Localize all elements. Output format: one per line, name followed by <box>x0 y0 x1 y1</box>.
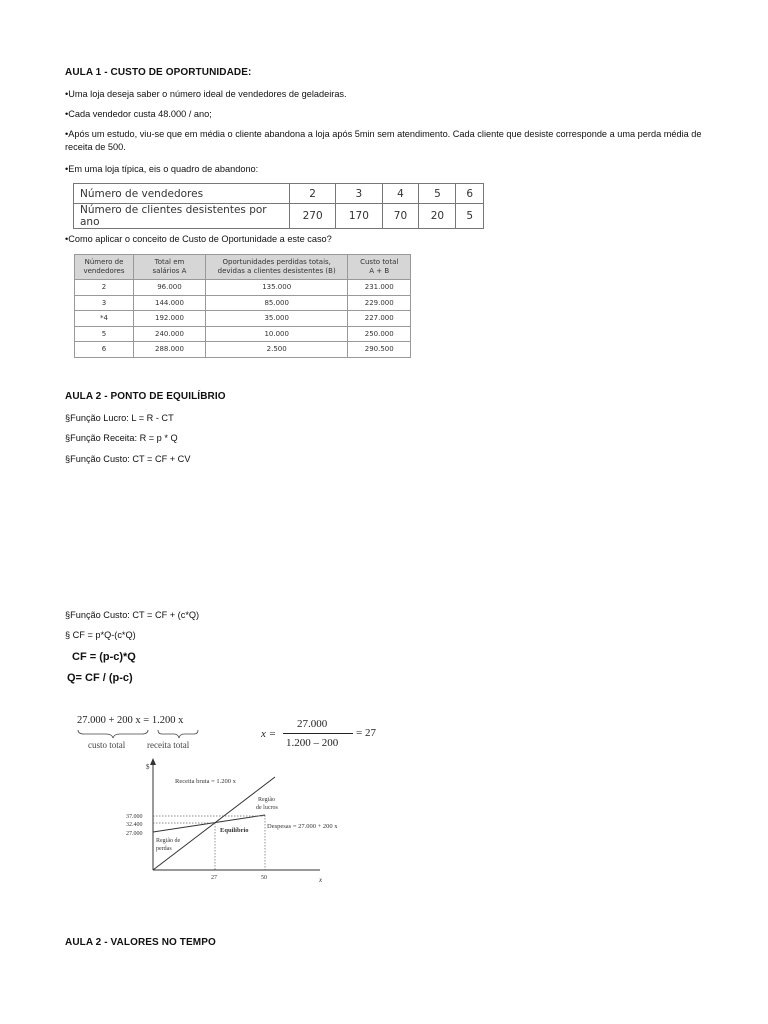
y-axis-arrow <box>150 758 156 765</box>
bullet-4: •Em uma loja típica, eis o quadro de abandono: <box>65 164 259 174</box>
equilibrium-label: Equilíbrio <box>220 827 249 834</box>
table-cell: 20 <box>419 204 456 229</box>
table-cell: 240.000 <box>134 326 206 342</box>
table-cell: 227.000 <box>348 311 411 327</box>
bullet-3-cont: receita de 500. <box>65 142 126 152</box>
table-row <box>75 295 411 311</box>
question-bullet: •Como aplicar o conceito de Custo de Oportunidade a este caso? <box>65 234 332 244</box>
revenue-line <box>153 777 275 870</box>
table-cell: 135.000 <box>205 280 347 296</box>
profit-region-label: Região <box>258 797 275 803</box>
table-cell: 170 <box>336 204 382 229</box>
table-row <box>75 311 411 327</box>
table-row <box>74 204 484 229</box>
formula-bold: CF = (p-c)*Q <box>72 651 136 663</box>
section-title-aula2: AULA 2 - PONTO DE EQUILÍBRIO <box>65 391 226 402</box>
loss-region-label: Região de <box>156 838 181 844</box>
table-cell: 288.000 <box>134 342 206 358</box>
break-even-chart <box>120 755 390 890</box>
table-cell: 6 <box>456 184 484 204</box>
formula-line: § CF = p*Q-(c*Q) <box>65 630 136 640</box>
equation-left: 27.000 + 200 x = 1.200 x <box>77 715 184 726</box>
y-tick: 32.400 <box>126 822 143 828</box>
table-cell: 229.000 <box>348 295 411 311</box>
table-cell: 2.500 <box>205 342 347 358</box>
brace-graphic <box>76 728 206 740</box>
x-equals: x = <box>261 728 277 740</box>
table-cell: 290.500 <box>348 342 411 358</box>
table-cell: 5 <box>419 184 456 204</box>
table-cell: *4 <box>75 311 134 327</box>
table-cell: 85.000 <box>205 295 347 311</box>
profit-region-label: de lucros <box>256 805 278 811</box>
bullet-3: •Após um estudo, viu-se que em média o cliente abandona a loja após 5min sem atendimento. Cada cliente que desiste corresponde a uma perda média de <box>65 129 702 139</box>
section-title-aula2b: AULA 2 - VALORES NO TEMPO <box>65 937 216 948</box>
table-cell: 2 <box>75 280 134 296</box>
table-cell: 70 <box>382 204 419 229</box>
table-cell: 96.000 <box>134 280 206 296</box>
fraction-numerator: 27.000 <box>297 718 328 730</box>
section-title-aula1: AULA 1 - CUSTO DE OPORTUNIDADE: <box>65 67 252 78</box>
table-cell: 270 <box>290 204 336 229</box>
formula-line: §Função Custo: CT = CF + (c*Q) <box>65 610 200 620</box>
column-header: Total em salários A <box>134 255 206 280</box>
table-row <box>74 184 484 204</box>
formula-line: §Função Receita: R = p * Q <box>65 433 178 443</box>
bullet-1: •Uma loja deseja saber o número ideal de vendedores de geladeiras. <box>65 89 347 99</box>
abandonment-table <box>73 183 484 229</box>
y-tick: 37.000 <box>126 814 143 820</box>
formula-line: §Função Lucro: L = R - CT <box>65 413 174 423</box>
table-cell: 250.000 <box>348 326 411 342</box>
x-symbol: x <box>319 876 323 884</box>
table-cell: 10.000 <box>205 326 347 342</box>
cost-label: Despesas = 27.000 + 200 x <box>267 823 338 830</box>
x-tick: 50 <box>261 875 267 881</box>
x-tick: 27 <box>211 875 217 881</box>
formula-line: §Função Custo: CT = CF + CV <box>65 454 191 464</box>
table-cell: 6 <box>75 342 134 358</box>
loss-region-label: perdas <box>156 846 172 852</box>
table-cell: 2 <box>290 184 336 204</box>
bullet-2: •Cada vendedor custa 48.000 / ano; <box>65 109 212 119</box>
table-cell: 144.000 <box>134 295 206 311</box>
table-cell: 4 <box>382 184 419 204</box>
table-cell: 3 <box>75 295 134 311</box>
table-cell: 3 <box>336 184 382 204</box>
row-label: Número de vendedores <box>74 184 290 204</box>
table-cell: 5 <box>456 204 484 229</box>
table-cell: 5 <box>75 326 134 342</box>
column-header: Custo total A + B <box>348 255 411 280</box>
table-header-row <box>75 255 411 280</box>
fraction-bar <box>283 733 353 734</box>
equation-result: = 27 <box>356 727 376 739</box>
fraction-denominator: 1.200 – 200 <box>286 737 339 749</box>
formula-bold: Q= CF / (p-c) <box>67 672 133 684</box>
revenue-label: Receita bruta = 1.200 x <box>175 778 236 785</box>
table-row <box>75 280 411 296</box>
column-header: Número de vendedores <box>75 255 134 280</box>
brace-label-cost: custo total <box>88 740 126 750</box>
brace-label-revenue: receita total <box>147 740 190 750</box>
row-label: Número de clientes desistentes por ano <box>74 204 290 229</box>
table-row <box>75 326 411 342</box>
column-header: Oportunidades perdidas totais, devidas a clientes desistentes (B) <box>205 255 347 280</box>
table-cell: 35.000 <box>205 311 347 327</box>
table-cell: 231.000 <box>348 280 411 296</box>
table-cell: 192.000 <box>134 311 206 327</box>
opportunity-cost-table <box>74 254 411 358</box>
y-symbol: $ <box>146 763 150 771</box>
y-tick: 27.000 <box>126 831 143 837</box>
table-row <box>75 342 411 358</box>
